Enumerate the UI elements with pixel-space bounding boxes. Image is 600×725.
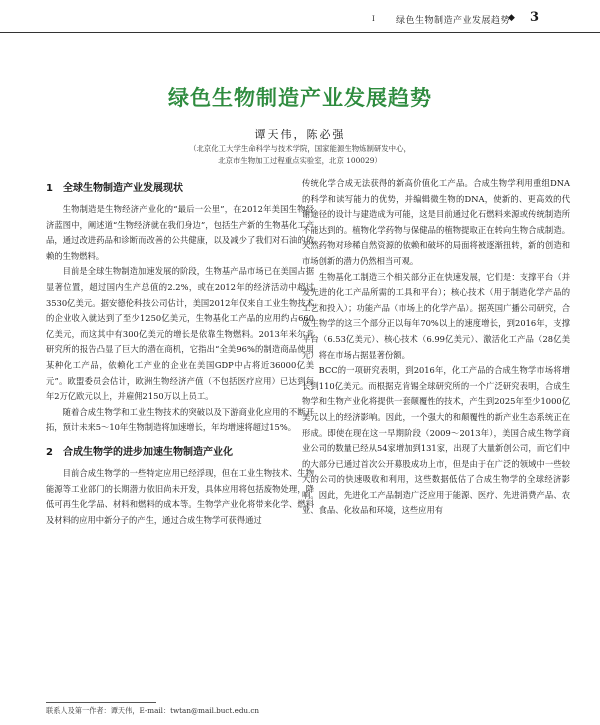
running-header xyxy=(0,8,600,33)
paragraph: 随着合成生物学和工业生物技术的突破以及下游商业化应用的不断开拓，预计未来5～10年生物制造将加速增长，年均增速将超过15%。 xyxy=(46,406,314,433)
section-number: 2 xyxy=(46,446,53,458)
paragraph: BCC的一项研究表明，到2016年，化工产品的合成生物学市场将增长到110亿美元。而根据克肯锡全球研究所的一个广泛研究表明，合成生物学和生物产业化将提供一套颠覆性的技术，产生到2025年至少1000亿美元以上的经济影响。因此，一个强大的和颠覆性的新产业生态系统正在形成。即使在现在这一早期阶段（2009～2013年），美国合成生物学商业公司的数量已经从54家增加到131家，出现了大量新创公司，而它们中的大部分已通过首次公开募股成功上市，但是由于在广泛的领域中一些较大的公司的快速吸收和利用，这些数据低估了合成生物学的全球经济影响。因此，先进化工产品制造广泛应用于能源、医疗、先进消费产品、农业、食品、化妆品和环境，这些应用有 xyxy=(302,365,570,516)
section-title: 全球生物制造产业发展现状 xyxy=(62,183,183,194)
affiliation-line-2: 北京市生物加工过程重点实验室，北京 100029） xyxy=(218,156,382,165)
section-number: 1 xyxy=(46,183,53,194)
footnote: 联系人及第一作者：谭天伟，E-mail：twtan@mail.buct.edu.cn xyxy=(46,706,259,715)
right-column xyxy=(302,176,570,519)
diamond-icon: ◆ xyxy=(508,13,515,23)
footnote-divider xyxy=(46,702,156,703)
paragraph: 生物制造是生物经济产业化的“最后一公里”，在2012年美国生物经济蓝图中，阐述道“生物经济就在我们身边”，包括生产新的生物基化工产品，通过改进药品和诊断而改善的公共健康，以及减少了我们对石油的依赖的生物燃料。 xyxy=(46,204,314,261)
paragraph: 生物基化工制造三个相关部分正在快速发展，它们是：支撑平台（并发先进的化工产品所需的工具和平台）；核心技术（用于制造化学产品的工艺和投入）；功能产品（市场上的化学产品）。据英国广播公司研究，合成生物学的这三个部分正以每年70%以上的速度增长，到2016年，支撑平台（6.53亿美元）、核心技术（6.99亿美元）、激活化工产品（28亿美元）将在市场占据显著份额。 xyxy=(302,271,570,360)
section-heading-1 xyxy=(46,182,314,196)
left-column xyxy=(46,176,314,528)
paragraph: 目前是全球生物制造加速发展的阶段，生物基产品市场已在美国占据显著位置，超过国内生产总值的2.2%，或在2012年的经济活动中超过3530亿美元。据安德伦科技公司估计，美国2012年仅来自工业生物技术的企业收入就达到了至少1250亿美元，生物基化工产品的应用约占660亿美元，而这其中有300亿美元的增长是依靠生物燃料。2013年米尔肯研究所的报告凸显了巨大的潜在商机，它指出“全美96%的制造商品使用某种化工产品，依赖化工产业的企业在美国GDP中占将近36000亿美元”。欧盟委员会估计，欧洲生物经济产值（不包括医疗应用）已达到每年2万亿欧元以上，并雇佣2150万以上员工。 xyxy=(46,266,314,402)
paragraph: 目前合成生物学的一些特定应用已经浮现，但在工业生物技术、生物能源等工业部门的长期潜力依旧尚未开发，具体应用将包括废物处理，降低可再生化学品、材料和燃料的成本等。生物学产业化将带来化学、燃料及材料的应用中新分子的产生，通过合成生物学可获得通过 xyxy=(46,467,314,525)
affiliation-line-1: （北京化工大学生命科学与技术学院，国家能源生物炼制研发中心， xyxy=(189,144,411,153)
header-bar-mark: I xyxy=(372,15,375,23)
paragraph-continuation: 传统化学合成无法获得的新高价值化工产品。合成生物学利用重组DNA的科学和读写能力的优势，并编辑微生物的DNA，使新的、更高效的代谢途径的设计与建造成为可能，这是目前通过化石燃料来源或传统制造所不能达到的。植物化学药物与保健品的植物提取正在转向生物合成制造。天然药物对珍稀自然资源的依赖和破坏的局面将被逐渐扭转，新的创造和市场创新的潜力仍然相当可观。 xyxy=(302,178,570,266)
running-header-title: 绿色生物制造产业发展趋势 xyxy=(396,16,511,26)
section-title: 合成生物学的进步加速生物制造产业化 xyxy=(62,446,233,458)
section-heading-2 xyxy=(46,446,314,460)
article-title: 绿色生物制造产业发展趋势 xyxy=(168,86,432,110)
authors: 谭天伟，陈必强 xyxy=(254,128,346,141)
page-number: 3 xyxy=(530,10,540,25)
